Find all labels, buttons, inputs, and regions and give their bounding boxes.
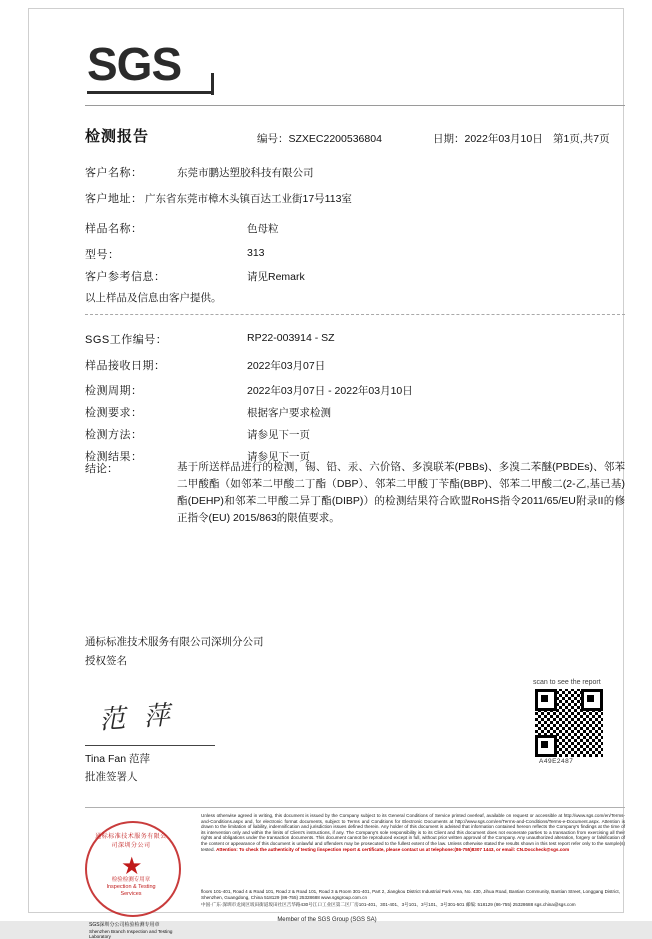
signer-name: Tina Fan 范萍: [85, 753, 150, 765]
report-number-value: SZXEC2200536804: [288, 133, 382, 145]
page-count: 第1页,共7页: [553, 133, 610, 145]
sample-model-label: 型号：: [85, 249, 120, 261]
job-number-label: SGS工作编号：: [85, 334, 168, 346]
report-number-label: 编号：: [257, 133, 289, 145]
received-date-value: 2022年03月07日: [247, 360, 326, 372]
group-member-note: Member of the SGS Group (SGS SA): [277, 917, 377, 923]
office-address-cn: 中国·广东·深圳市龙岗区坂田街道坂田社区吉华路430号江口工业区第二区厂房101-401、301-401、3号101、3号101、3号301-501 邮编: 518129 (86-755) 25328688 sgs.china@sgs.com: [201, 902, 576, 907]
logo-underline: [87, 91, 213, 94]
conclusion-label: 结论：: [85, 463, 118, 475]
customer-name-label: 客户名称：: [85, 167, 143, 179]
logo-tick: [211, 73, 214, 95]
sample-reference-label: 客户参考信息：: [85, 271, 166, 283]
test-method-label: 检测方法：: [85, 429, 143, 441]
legal-terms: [201, 813, 625, 852]
customer-name-value: 东莞市鹏达塑胶科技有限公司: [177, 167, 314, 179]
report-date-value: 2022年03月10日: [464, 133, 543, 145]
document-sheet: [28, 8, 625, 939]
sample-name-label: 样品名称：: [85, 223, 143, 235]
section-divider-1: [85, 314, 625, 315]
qr-eye-top-left: [535, 689, 557, 711]
test-requirement-label: 检测要求：: [85, 407, 143, 419]
authorized-signature-label: 授权签名: [85, 655, 127, 667]
test-requirement-value: 根据客户要求检测: [247, 407, 331, 419]
test-result-value: 请参见下一页: [247, 451, 310, 463]
test-result-label: 检测结果：: [85, 451, 143, 463]
qr-caption: scan to see the report: [533, 679, 601, 686]
sample-model-value: 313: [247, 247, 265, 259]
legal-attention: Attention: To check the authenticity of testing /inspection report & certificate, please contact us at telephone:(86-755)8307 1443, or email: CN.Doccheck@sgs.com: [216, 846, 570, 852]
customer-address-value: 广东省东莞市樟木头镇百达工业街17号113室: [145, 193, 352, 205]
header-divider: [85, 105, 625, 106]
testing-period-label: 检测周期：: [85, 385, 143, 397]
received-date-label: 样品接收日期：: [85, 360, 166, 372]
testing-period-value: 2022年03月07日 - 2022年03月10日: [247, 385, 413, 397]
signer-role: 批准签署人: [85, 771, 138, 783]
signing-company: 通标标准技术服务有限公司深圳分公司: [85, 636, 264, 648]
sample-note: 以上样品及信息由客户提供。: [85, 292, 222, 304]
qr-eye-top-right: [581, 689, 603, 711]
conclusion-text: 基于所送样品进行的检测，锡、铅、汞、六价铬、多溴联苯(PBBs)、多溴二苯醚(PBDEs)、邻苯二甲酸酯（如邻苯二甲酸二丁酯（DBP）、邻苯二甲酸丁苄酯(BBP)、邻苯二甲酸二(2-乙,基已基)酯(DEHP)和邻苯二甲酸二异丁酯(DIBP)）的检测结果符合欧盟RoHS指令2011/65/EU附录II的修正指令(EU) 2015/863的限值要求。: [177, 461, 625, 524]
stamp-top-text: 通标标准技术服务有限公司深圳分公司: [95, 834, 167, 849]
sample-name-value: 色母粒: [247, 223, 279, 235]
signature-line: [85, 745, 215, 746]
test-method-value: 请参见下一页: [247, 429, 310, 441]
stamp-label-cn: SGS深圳分公司检验检测专用章: [89, 922, 160, 928]
page-title: 检测报告: [85, 128, 150, 145]
report-date-label: 日期：: [433, 133, 465, 145]
qr-code-icon[interactable]: [533, 687, 605, 759]
stamp-label-en: Shenzhen Branch Inspection and Testing Laboratory: [89, 929, 173, 939]
stamp-mid-text: 检验检测专用章 Inspection & Testing Services: [106, 877, 156, 897]
legal-paragraph: Unless otherwise agreed in writing, this document is issued by the Company subject to its General Conditions of Service printed overleaf, available on request or accessible at http://www.sgs.com/en/Terms-and-Conditions.aspx and, for electronic format documents, subject to Terms and Conditions for Electronic Documents at http://www.sgs.com/en/Terms-and-Conditions/Terms-e-Document.aspx. Attention is drawn to the limitation of liability, indemnification and jurisdiction issues defined therein. Any holder of this document is advised that information contained hereon reflects the Company's findings at the time of its intervention only and within the limits of Client's instructions, if any. The Company's sole responsibility is to its Client and this document does not exonerate parties to a transaction from exercising all their rights and obligations under the transaction documents. This document cannot be reproduced except in full, without prior written approval of the Company. Any unauthorized alteration, forgery or falsification of the content or appearance of this document is unlawful and offenders may be prosecuted to the fullest extent of the law. Unless otherwise stated the results shown in this test report refer only to the sample(s) tested.: [201, 813, 625, 852]
qr-code-id: A49E2487: [539, 758, 574, 765]
customer-address-label: 客户地址：: [85, 193, 143, 205]
report-number: [257, 131, 382, 146]
qr-eye-bottom-left: [535, 735, 557, 757]
sample-reference-value: 请见Remark: [247, 271, 305, 283]
sgs-logo: [87, 39, 227, 95]
office-address-en: floors 101-401, Road 4 & Road 101, Road 2 & Road 101, Road 3 & Room 301-401, Part 2, Jiangkou District Industrial Park Area, No. 430, Jihua Road, Bantian Community, Bantian Street, Longgang District, Shenzhen, Guangdong, China 518129 (86-755) 25328688 www.sgsgroup.com.cn: [201, 889, 620, 900]
official-stamp: 通标标准技术服务有限公司深圳分公司 ★ 检验检测专用章 Inspection & Testing Services SGS深圳分公司检验检测专用章 Shenzhen Branch Inspection and Testing Laboratory: [85, 821, 181, 917]
job-number-value: RP22-003914 - SZ: [247, 332, 335, 344]
footer-divider: [85, 807, 625, 808]
report-date: [433, 131, 543, 146]
handwritten-signature: 范 萍: [98, 700, 177, 735]
sgs-logo-text: SGS: [87, 38, 182, 90]
